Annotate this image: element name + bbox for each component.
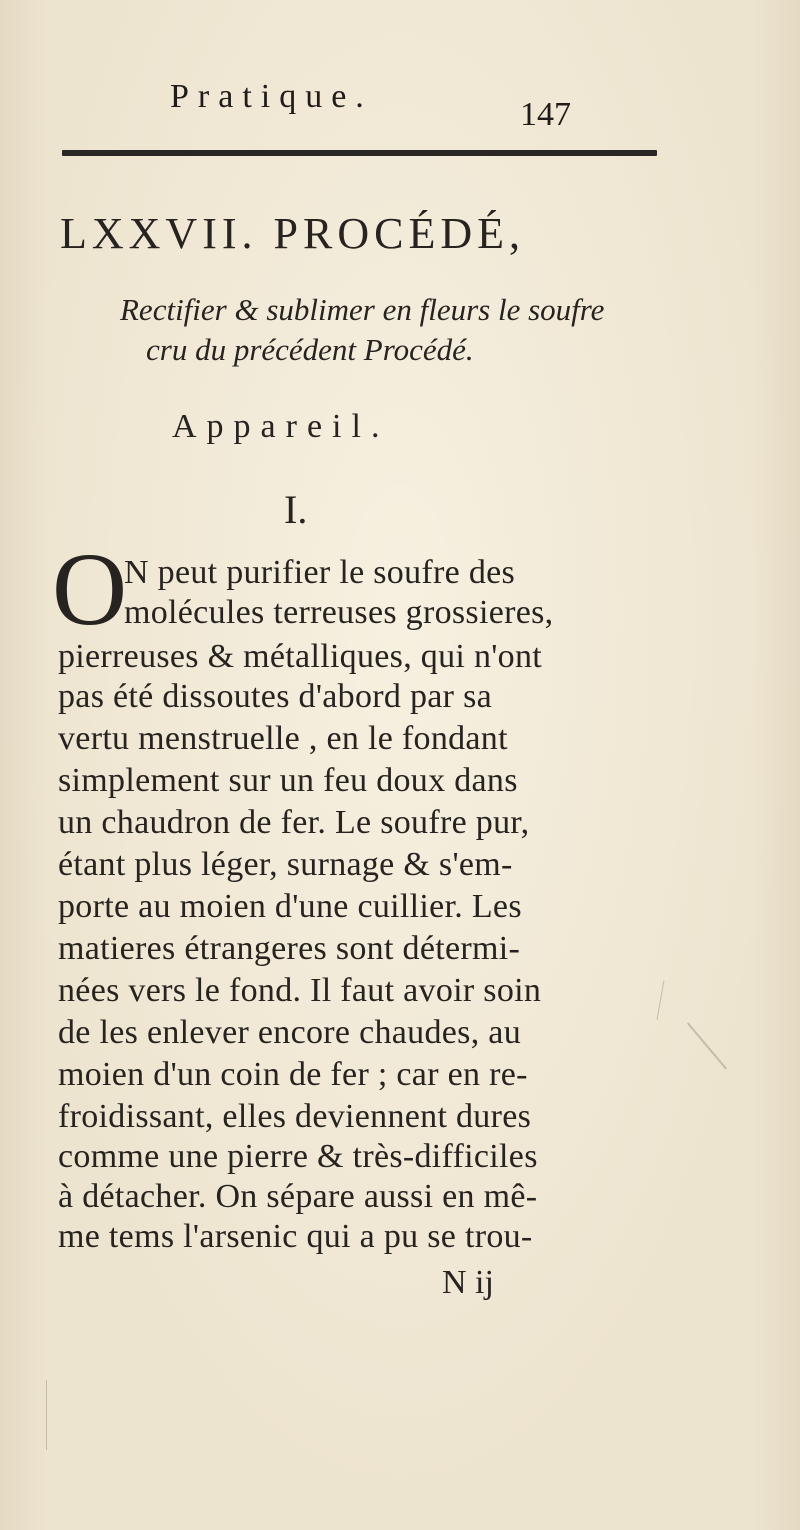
body-line: molécules terreuses grossieres,	[124, 594, 554, 631]
drop-cap: O	[52, 532, 128, 647]
paragraph-numeral: I.	[284, 487, 308, 532]
section-title: LXXVII. PROCÉDÉ,	[60, 209, 525, 258]
body-line: me tems l'arsenic qui a pu se trou-	[58, 1218, 533, 1255]
body-line: matieres étrangeres sont détermi-	[58, 930, 521, 967]
body-line: un chaudron de fer. Le soufre pur,	[58, 804, 530, 841]
body-line: simplement sur un feu doux dans	[58, 762, 518, 799]
subtitle-line: cru du précédent Procédé.	[146, 332, 474, 367]
subtitle-line: Rectifier & sublimer en fleurs le soufre	[120, 292, 605, 327]
body-line: pas été dissoutes d'abord par sa	[58, 678, 493, 715]
paper-mark	[46, 1380, 47, 1450]
body-line: nées vers le fond. Il faut avoir soin	[58, 972, 542, 1009]
running-head: Pratique.	[170, 78, 373, 115]
body-line: porte au moien d'une cuillier. Les	[58, 888, 522, 925]
body-line: à détacher. On sépare aussi en mê-	[58, 1178, 538, 1215]
header-rule	[62, 150, 657, 156]
body-line: étant plus léger, surnage & s'em-	[58, 846, 513, 883]
page-number: 147	[520, 96, 571, 133]
body-line: vertu menstruelle , en le fondant	[58, 720, 508, 757]
apparatus-heading: Appareil.	[172, 408, 390, 445]
body-line: de les enlever encore chaudes, au	[58, 1014, 521, 1051]
paper-mark	[657, 980, 665, 1020]
signature-mark: N ij	[442, 1264, 494, 1301]
paper-mark	[687, 1022, 727, 1069]
body-line: pierreuses & métalliques, qui n'ont	[58, 638, 543, 675]
body-line: froidissant, elles deviennent dures	[58, 1098, 532, 1135]
body-line: N peut purifier le soufre des	[124, 554, 516, 591]
body-line: comme une pierre & très-difficiles	[58, 1138, 538, 1175]
body-line: moien d'un coin de fer ; car en re-	[58, 1056, 528, 1093]
